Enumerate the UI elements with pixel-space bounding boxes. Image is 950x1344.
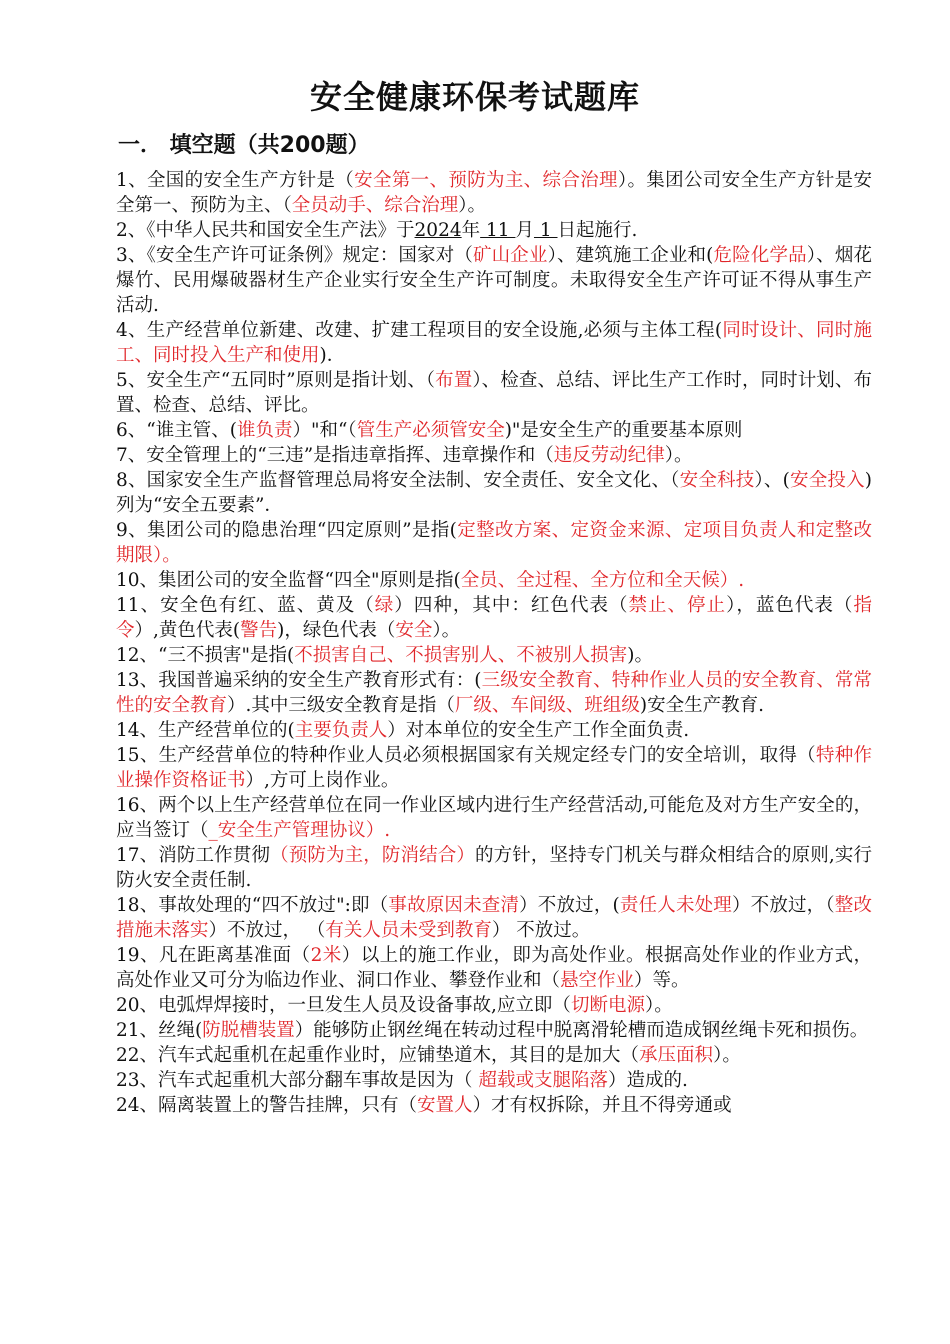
answer-text: 主要负责人 (294, 720, 388, 741)
question-item (116, 993, 872, 1018)
answer-text: 事故原因未查清 (388, 895, 520, 916)
answer-text: 绿 (374, 595, 395, 616)
question-text: ）、烟花爆竹、民用爆破器材生产企业实行安全生产许可制度。未取得安全生产许可证不得从事生产活动. (116, 245, 872, 316)
question-text: 19、凡在距离基准面（ (116, 945, 311, 966)
question-text: 1、全国的安全生产方针是（ (116, 170, 355, 191)
question-item (116, 1093, 872, 1118)
section-heading: 一． 填空题（共200题） (118, 133, 370, 158)
answer-text: 切断电源 (570, 995, 645, 1016)
question-text: )。 (627, 645, 653, 666)
question-text: ）。 (664, 445, 693, 466)
question-text: )． (319, 345, 346, 366)
answer-text: 责任人未处理 (619, 895, 732, 916)
question-item (116, 743, 872, 793)
question-text: ）造成的. (607, 1070, 688, 1091)
question-text: ）等。 (634, 970, 690, 991)
question-list (116, 168, 872, 1118)
question-text: ）能够防止钢丝绳在转动过程中脱离滑轮槽而造成钢丝绳卡死和损伤。 (294, 1020, 869, 1041)
question-item (116, 718, 872, 743)
question-text: 8、国家安全生产监督管理总局将安全法制、安全责任、安全文化、（ (116, 470, 680, 491)
question-item (116, 468, 872, 518)
answer-text: 安全科技 (679, 470, 755, 491)
question-text: ）、检查、总结、评比生产工作时，同时计划、布置、检查、总结、评比。 (116, 370, 872, 416)
question-text: 2、《中华人民共和国安全生产法》于 (116, 220, 415, 241)
question-text: ）。集团公司安全生产方针是安全第一、预防为主、（ (116, 170, 872, 216)
question-text: ）不放过，( (519, 895, 620, 916)
answer-text: 禁止、停止 (628, 595, 727, 616)
question-text: ），蓝色代表（ (726, 595, 854, 616)
answer-text: 三级安全教育、特种作业人员的安全教育、常常性的安全教育 (116, 670, 872, 716)
question-text: ）。 (432, 620, 461, 641)
question-item (116, 518, 872, 568)
question-text: ）、( (754, 470, 790, 491)
question-item (116, 1068, 872, 1093)
question-text: 17、消防工作贯彻 (116, 845, 271, 866)
question-text: )"是安全生产的重要基本原则 (504, 420, 743, 441)
question-text: 5、安全生产“五同时”原则是指计划、（ (116, 370, 436, 391)
underlined-blank: 11 (480, 220, 516, 241)
question-text: 日起施行. (557, 220, 638, 241)
question-text: )，绿色代表（ (277, 620, 396, 641)
question-text: )安全生产教育. (639, 695, 765, 716)
question-text: ）四种，其中：红色代表（ (394, 595, 629, 616)
question-text: 11、安全色有红、蓝、黄及（ (116, 595, 375, 616)
question-text: 24、隔离装置上的警告挂牌，只有（ (116, 1095, 418, 1116)
question-item (116, 943, 872, 993)
question-text: 6、“谁主管、( (116, 420, 237, 441)
answer-text: 有关人员未受到教育 (325, 920, 492, 941)
question-item (116, 368, 872, 418)
question-text: ）以上的施工作业，即为高处作业。根据高处作业的作业方式，高处作业又可分为临边作业、洞口作业、攀登作业和（ (116, 945, 872, 991)
answer-text: 厂级、车间级、班组级 (454, 695, 640, 716)
answer-text: 不损害自己、不损害别人、不被别人损害 (294, 645, 628, 666)
question-item (116, 643, 872, 668)
question-item (116, 443, 872, 468)
answer-text: 管生产必须管安全 (356, 420, 505, 441)
page-title: 安全健康环保考试题库 (309, 78, 640, 116)
question-text: ） 不放过。 (491, 920, 591, 941)
question-text: ）。 (458, 195, 487, 216)
question-item (116, 418, 872, 443)
answer-text: 2米 (310, 945, 342, 966)
question-text: 3、《安全生产许可证条例》规定：国家对（ (116, 245, 473, 266)
question-text: )列为“安全五要素”． (116, 470, 872, 516)
answer-text: 同时设计、同时施工、同时投入生产和使用 (116, 320, 872, 366)
question-item (116, 793, 872, 843)
answer-text: 全员、全过程、全方位和全天候）. (460, 570, 745, 591)
answer-text: （预防为主，防消结合） (270, 845, 475, 866)
question-text: 10、集团公司的安全监督“四全"原则是指( (116, 570, 461, 591)
question-text: 20、电弧焊焊接时，一旦发生人员及设备事故,应立即（ (116, 995, 571, 1016)
question-text: ）不放过， （ (208, 920, 326, 941)
question-text: 年 (461, 220, 481, 241)
question-text: ）、建筑施工企业和( (547, 245, 714, 266)
answer-text: 谁负责 (236, 420, 293, 441)
question-text: 月 (515, 220, 534, 241)
question-item (116, 1018, 872, 1043)
question-item (116, 1043, 872, 1068)
question-text: ）,黄色代表( (134, 620, 241, 641)
underlined-blank: 2024 (414, 220, 462, 241)
answer-text: 安置人 (417, 1095, 473, 1116)
question-item (116, 168, 872, 218)
question-text: 4、生产经营单位新建、改建、扩建工程项目的安全设施,必须与主体工程( (116, 320, 723, 341)
answer-text: 危险化学品 (713, 245, 807, 266)
answer-text: 违反劳动纪律 (553, 445, 665, 466)
answer-text: 安全第一、预防为主、综合治理 (354, 170, 618, 191)
question-text: ）"和“（ (292, 420, 357, 441)
question-text: ）不放过，（ (731, 895, 835, 916)
question-text: ）对本单位的安全生产工作全面负责. (387, 720, 690, 741)
answer-text: 定整改方案、定资金来源、定项目负责人和定整改期限）。 (116, 520, 872, 566)
question-text: 的方针，坚持专门机关与群众相结合的原则,实行防火安全责任制. (116, 845, 872, 891)
question-text: ）。 (644, 995, 673, 1016)
question-text: 18、事故处理的“四不放过":即（ (116, 895, 389, 916)
underlined-blank: 1 (533, 220, 558, 241)
question-text: 13、我国普遍采纳的安全生产教育形式有：( (116, 670, 482, 691)
question-item (116, 243, 872, 318)
answer-text: 悬空作业 (560, 970, 635, 991)
question-item (116, 568, 872, 593)
question-text: ）,方可上岗作业。 (245, 770, 400, 791)
question-text: 16、两个以上生产经营单位在同一作业区域内进行生产经营活动,可能危及对方生产安全的，应当签订（ (116, 795, 872, 841)
question-text: 23、汽车式起重机大部分翻车事故是因为（ (116, 1070, 479, 1091)
question-text: 7、安全管理上的“三违”是指违章指挥、违章操作和（ (116, 445, 554, 466)
answer-text: 承压面积 (639, 1045, 714, 1066)
question-text: 21、丝绳( (116, 1020, 203, 1041)
question-item (116, 218, 872, 243)
question-item (116, 668, 872, 718)
answer-text: 警告 (240, 620, 278, 641)
question-item (116, 593, 872, 643)
answer-text: 安全 (395, 620, 433, 641)
question-text: ）.其中三级安全教育是指（ (227, 695, 455, 716)
answer-text: 布置 (435, 370, 473, 391)
question-item (116, 843, 872, 893)
question-text: 15、生产经营单位的特种作业人员必须根据国家有关规定经专门的安全培训，取得（ (116, 745, 816, 766)
answer-text: 整改措施未落实 (116, 895, 872, 941)
question-item (116, 893, 872, 943)
question-text: 12、“三不损害"是指( (116, 645, 295, 666)
answer-text: 指令 (116, 595, 872, 641)
question-item (116, 318, 872, 368)
question-text: 22、汽车式起重机在起重作业时，应铺垫道木，其目的是加大（ (116, 1045, 640, 1066)
question-text: 14、生产经营单位的( (116, 720, 295, 741)
answer-text: 矿山企业 (472, 245, 548, 266)
answer-text: 安全投入 (789, 470, 865, 491)
question-text: ）。 (713, 1045, 741, 1066)
question-text: 9、集团公司的隐患治理“四定原则”是指( (116, 520, 457, 541)
answer-text: 防脱槽装置 (202, 1020, 295, 1041)
answer-text: 超载或支腿陷落 (478, 1070, 608, 1091)
answer-text: 全员动手、综合治理 (291, 195, 459, 216)
question-text: ）才有权拆除，并且不得旁通或 (472, 1095, 732, 1116)
answer-text: 特种作业操作资格证书 (116, 745, 872, 791)
answer-text: _安全生产管理协议）. (208, 820, 391, 841)
